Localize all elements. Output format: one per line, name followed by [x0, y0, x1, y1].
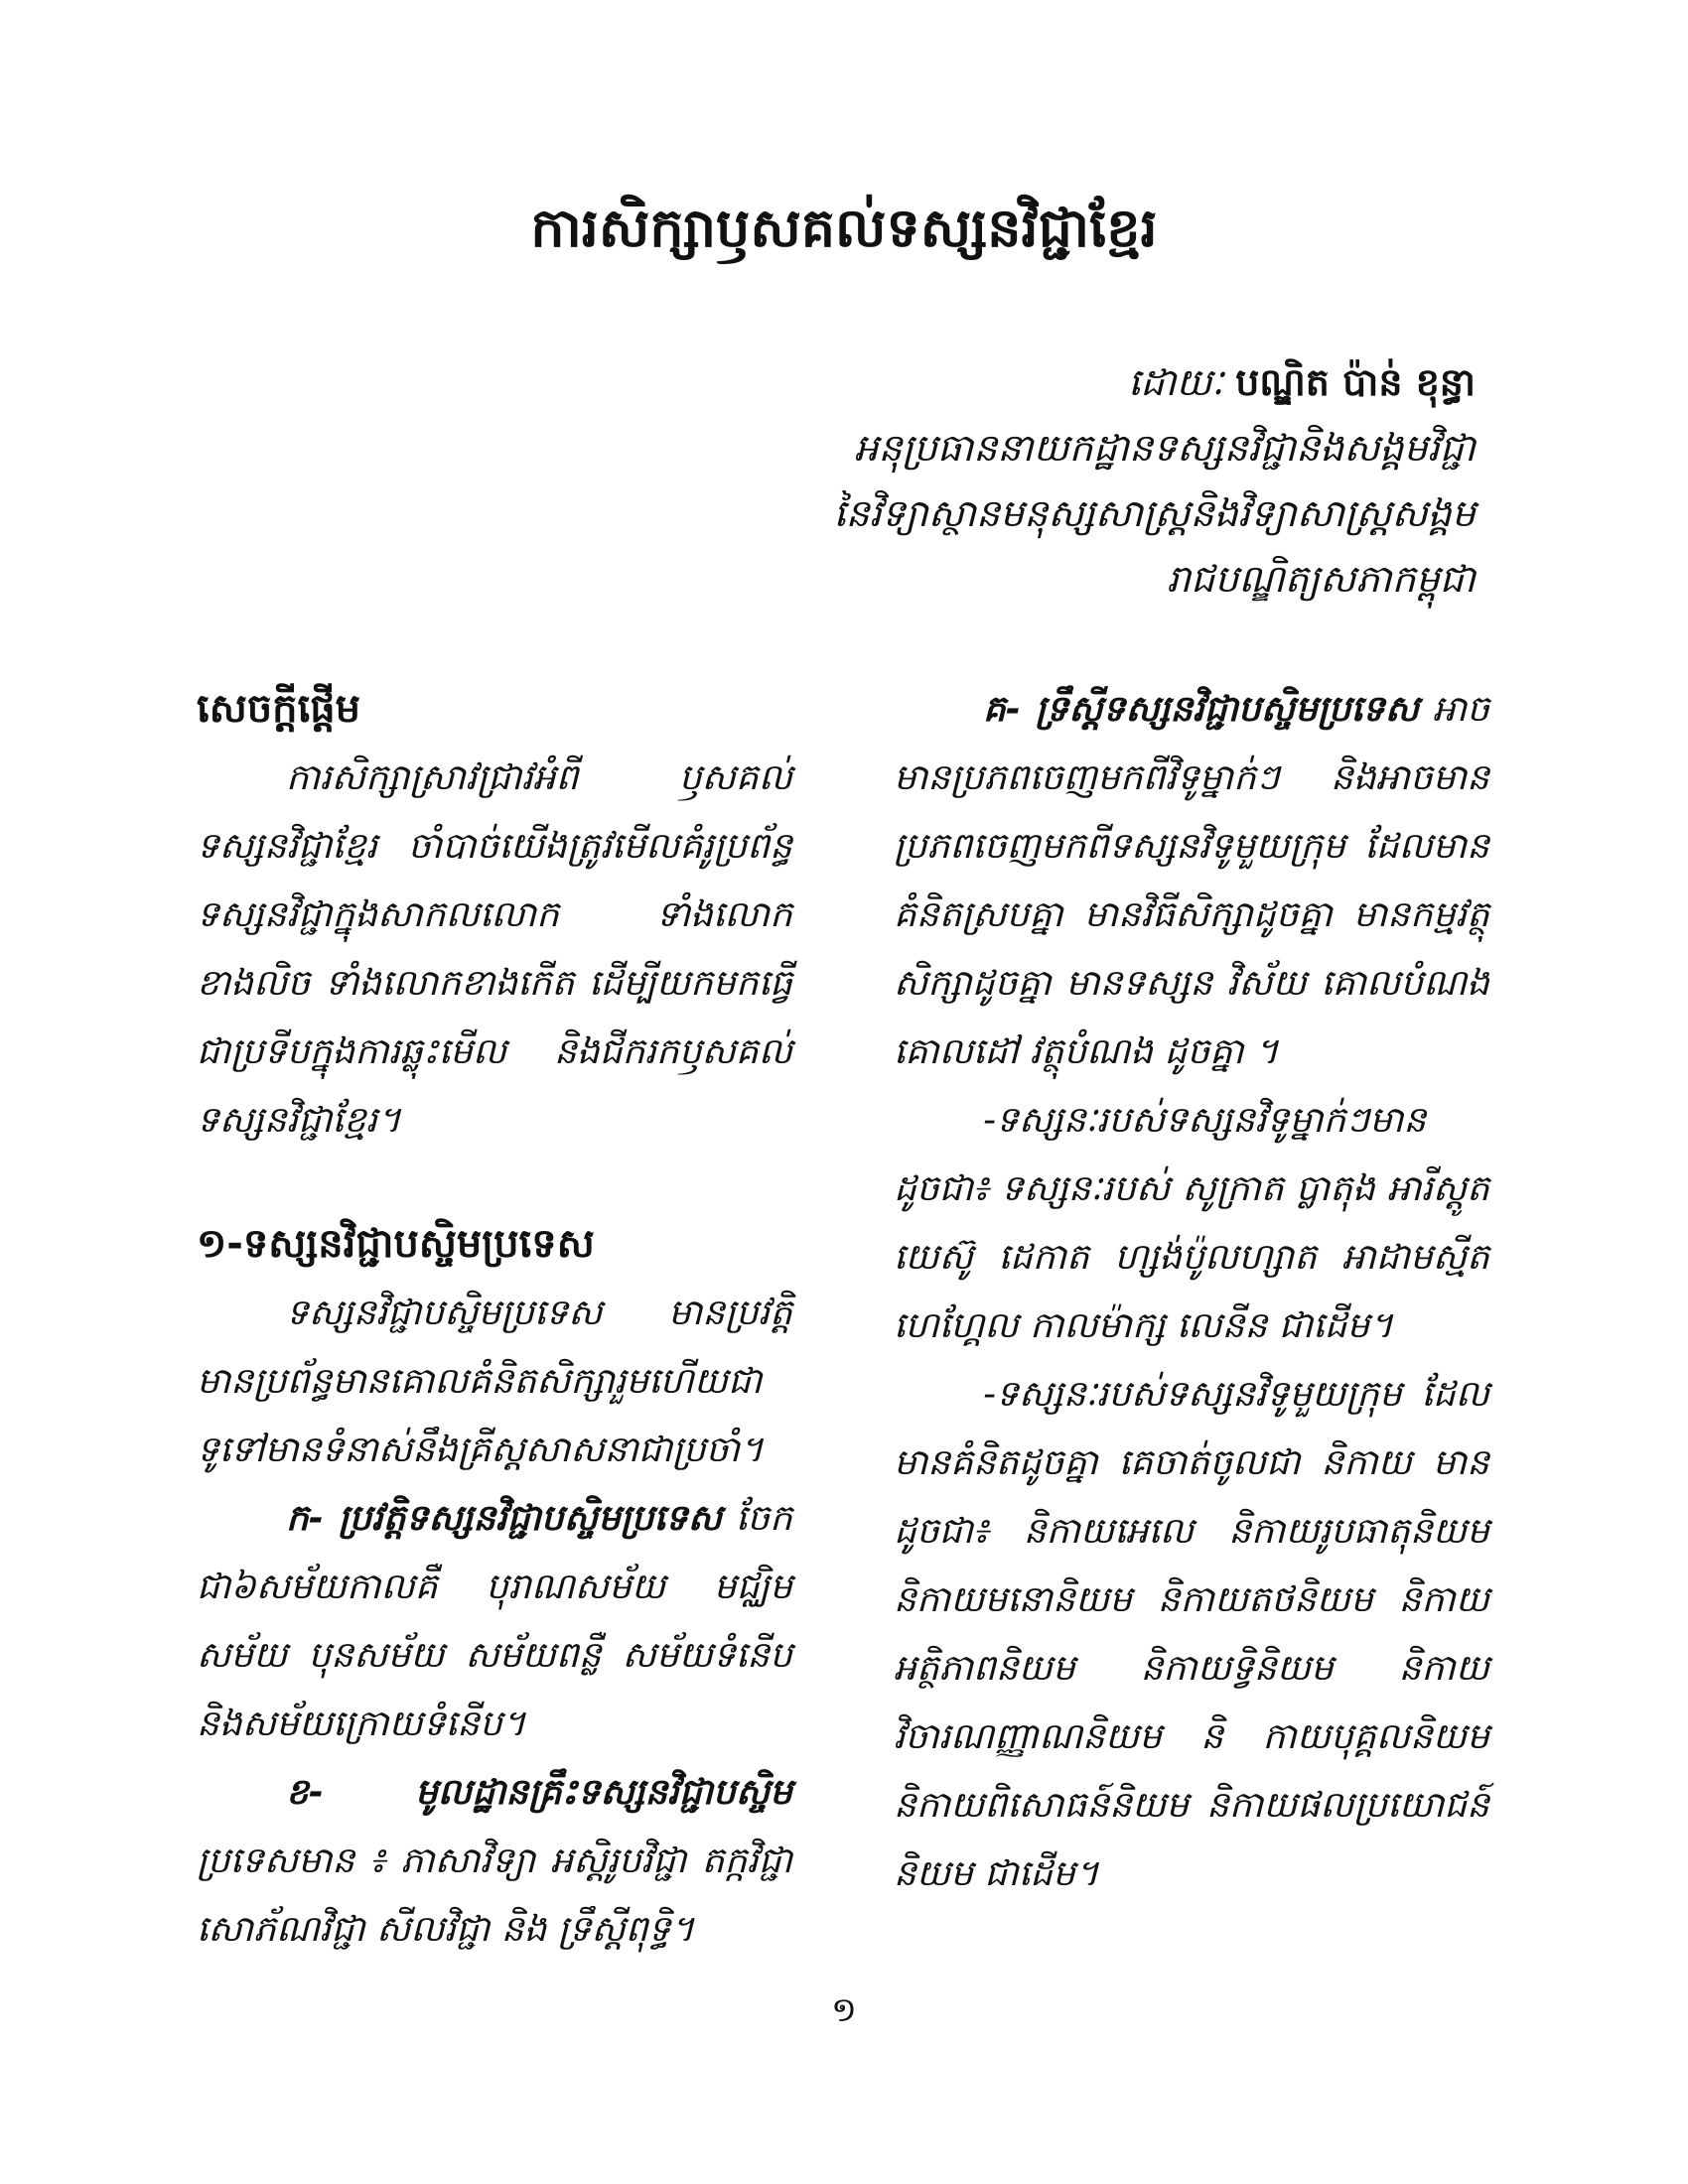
- section-spacer: [197, 1155, 792, 1210]
- schools-of-thought-paragraph: -ទស្សនៈរបស់ទស្សនវិទូមួយក្រុម ដែលមានគំនិតដូចគ្នា គេចាត់ចូលជា និកាយ មានដូចជា៖ និកាយអេលេ និកាយរូបធាតុនិយម និកាយមនោនិយម និកាយតថនិយម និកាយអត្ថិភាពនិយម និកាយទ្វិនិយម និកាយវិចារណញ្ញាណនិយម និ កាយបុគ្គលនិយម និកាយពិសោធន៍និយម និកាយផលប្រយោជន៍និយម ជាដើម។: [894, 1374, 1489, 1894]
- author-position-line-3: រាជបណ្ឌិត្យសភាកម្ពុជា: [1167, 557, 1476, 601]
- subsection-a-paragraph: [197, 1484, 792, 1758]
- individual-philosophers-paragraph: -ទស្សនៈរបស់ទស្សនវិទូម្នាក់ៗមានដូចជា៖ ទស្សនៈរបស់ សូក្រាត ប្លាតុង អារីស្តូត យេស៊ូ ដេកាត ហ្សង់ប៉ូលហ្សាត អាដាមស្មីត ហេហ្គែល កាលម៉ាក្ស លេនីន ជាដើម។: [894, 1100, 1489, 1346]
- subsection-c-paragraph: [894, 675, 1489, 1086]
- page-number: ១: [831, 1990, 857, 2030]
- left-column: [197, 675, 792, 1964]
- author-position-line-1: អនុប្រធាននាយកដ្ឋានទស្សនវិជ្ជានិងសង្គមវិជ្ជា: [854, 426, 1476, 470]
- subsection-b-paragraph: [197, 1758, 792, 1964]
- byline-prefix: ដោយៈ: [1128, 360, 1224, 404]
- subsection-a-lead: ក- ប្រវត្តិទស្សនវិជ្ជាបស្ចិមប្រទេស: [286, 1498, 723, 1539]
- document-title: ការសិក្សាឫសគល់ទស្សនវិជ្ជាខ្មែរ: [530, 197, 1158, 259]
- subsection-c-lead: គ- ទ្រឹស្តីទស្សនវិជ្ជាបស្ចិមប្រទេស: [983, 689, 1420, 730]
- subsection-a-text: ចែកជា៦សម័យកាលគឺ បុរាណសម័យ មជ្ឈិមសម័យ បុនសម័យ សម័យពន្លឺ សម័យទំនើប និងសម័យក្រោយទំនើប។: [197, 1498, 792, 1744]
- intro-paragraph: ការសិក្សាស្រាវជ្រាវអំពី ឫសគល់ទស្សនវិជ្ជាខ្មែរ ចាំបាច់យើងត្រូវមើលគំរូប្រព័ន្ធទស្សនវិជ្ជាក្នុងសាកលលោក ទាំងលោកខាងលិច ទាំងលោកខាងកើត ដើម្បីយកមកធ្វើជាប្រទីបក្នុងការឆ្លុះមើល និងជីករកឫសគល់ទស្សនវិជ្ជាខ្មែរ។: [197, 757, 792, 1141]
- byline-author-line: [582, 349, 1476, 415]
- section-1-heading: ១-ទស្សនវិជ្ជាបស្ចិមប្រទេស: [197, 1221, 595, 1267]
- subsection-b-text: ប្រទេសមាន ៖ ភាសាវិទ្យា អស្តិរូបវិជ្ជា តក្កវិជ្ជា សោភ័ណវិជ្ជា សីលវិជ្ជា និង ទ្រឹស្តីពុទ្ធិ។: [197, 1841, 792, 1950]
- section-1-paragraph: ទស្សនវិជ្ជាបស្ចិមប្រទេស មានប្រវត្តិមានប្រព័ន្ធមានគោលគំនិតសិក្សារួមហើយជាទូទៅមានទំនាស់នឹងគ្រីស្តសាសនាជាប្រចាំ។: [197, 1293, 792, 1470]
- byline: [582, 349, 1476, 612]
- subsection-b-lead: ខ- មូលដ្ឋានគ្រឹះទស្សនវិជ្ជាបស្ចិម: [286, 1772, 792, 1813]
- author-position-line-2: នៃវិទ្យាស្ថានមនុស្សសាស្ត្រនិងវិទ្យាសាស្ត្រសង្គម: [833, 491, 1476, 535]
- intro-heading: សេចក្ដីផ្ដើម: [197, 686, 361, 732]
- subsection-c-text: អាចមានប្រភពចេញមកពីវិទូម្នាក់ៗ និងអាចមានប្រភពចេញមកពីទស្សនវិទូមួយក្រុម ដែលមានគំនិតស្របគ្នា មានវិធីសិក្សាដូចគ្នា មានកម្មវត្ថុសិក្សាដូចគ្នា មានទស្សន វិស័យ គោលបំណងគោលដៅ វត្ថុបំណង ដូចគ្នា ។: [894, 689, 1489, 1072]
- right-column: [894, 675, 1489, 1908]
- author-name: បណ្ឌិត ប៉ាន់ ខុន្ធា: [1235, 360, 1476, 404]
